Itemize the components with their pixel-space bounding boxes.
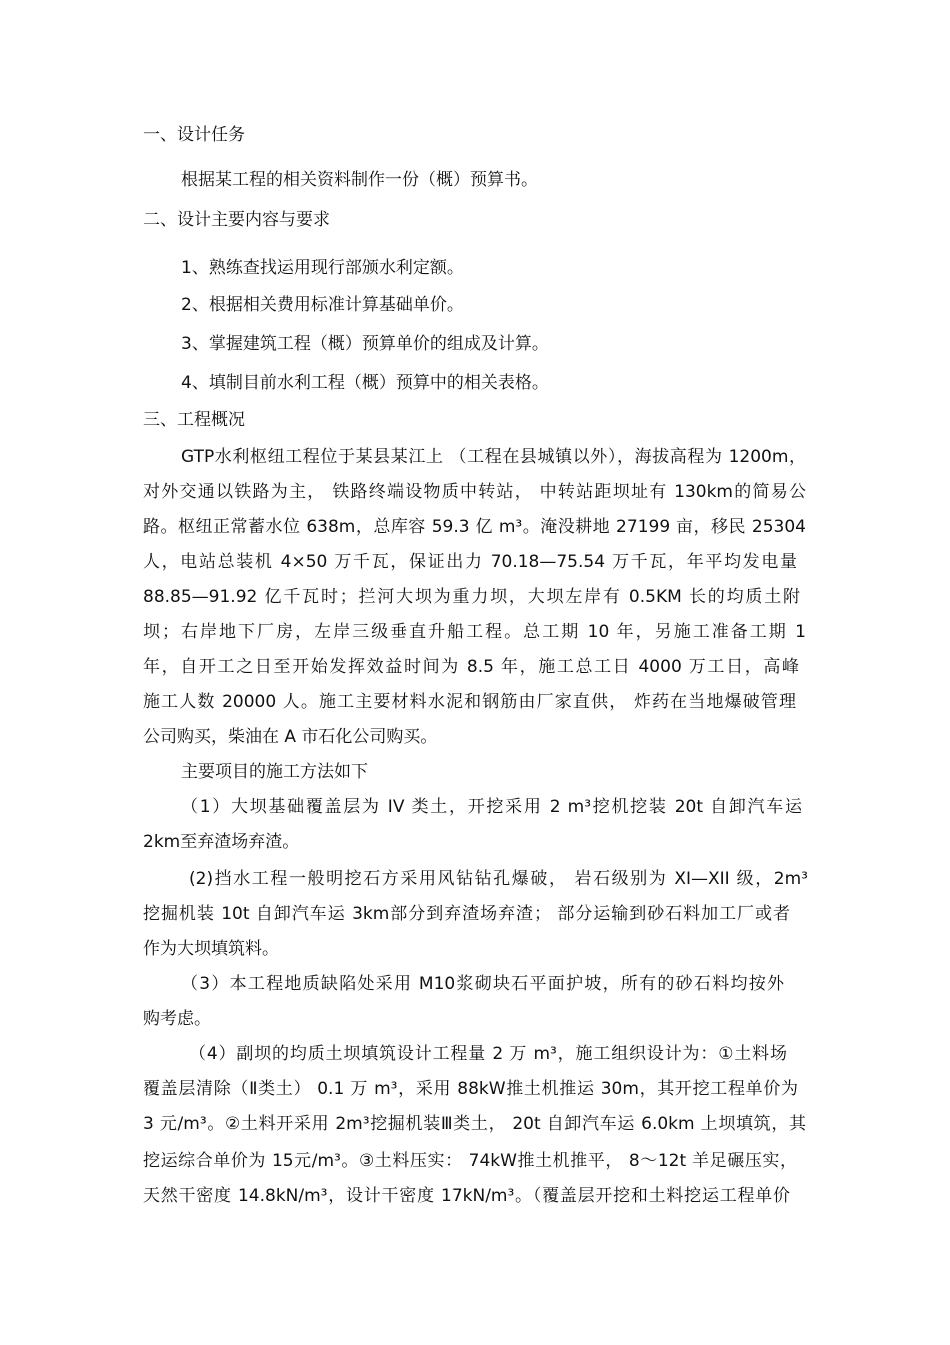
overview-line-3: 路。枢纽正常蓄水位 638m，总库容 59.3 亿 m³。淹没耕地 27199 亩，移民 25304 xyxy=(143,517,806,537)
method-4-line-1: （4）副坝的均质土坝填筑设计工程量 2 万 m³，施工组织设计为：①土料场 xyxy=(189,1044,787,1064)
method-3-line-2: 购考虑。 xyxy=(143,1009,211,1029)
section2-heading: 二、设计主要内容与要求 xyxy=(143,210,330,230)
requirement-item-4: 4、填制目前水利工程（概）预算中的相关表格。 xyxy=(181,373,549,393)
section1-body: 根据某工程的相关资料制作一份（概）预算书。 xyxy=(181,170,538,190)
method-4-line-2: 覆盖层清除（Ⅱ类土） 0.1 万 m³，采用 88kW推土机推运 30m，其开挖工程单价为 xyxy=(143,1079,798,1099)
method-1-line-1: （1）大坝基础覆盖层为 IV 类土，开挖采用 2 m³挖机挖装 20t 自卸汽车运 xyxy=(181,797,802,817)
method-4-line-3: 3 元/m³。②土料开采用 2m³挖掘机装Ⅲ类土， 20t 自卸汽车运 6.0km 上坝填筑，其 xyxy=(143,1114,806,1134)
requirement-item-3: 3、掌握建筑工程（概）预算单价的组成及计算。 xyxy=(181,334,549,354)
method-4-line-5: 天然干密度 14.8kN/m³，设计干密度 17kN/m³。（覆盖层开挖和土料挖运工程单价 xyxy=(143,1186,790,1206)
methods-intro: 主要项目的施工方法如下 xyxy=(181,762,368,782)
method-2-line-2: 挖掘机装 10t 自卸汽车运 3km部分到弃渣场弃渣； 部分运输到砂石料加工厂或者 xyxy=(143,904,790,924)
section3-heading: 三、工程概况 xyxy=(143,410,245,430)
overview-line-4: 人，电站总装机 4×50 万千瓦，保证出力 70.18—75.54 万千瓦，年平均发电量 xyxy=(143,552,797,572)
overview-line-5: 88.85—91.92 亿千瓦时；拦河大坝为重力坝，大坝左岸有 0.5KM 长的均质土附 xyxy=(143,587,800,607)
overview-line-1: GTP水利枢纽工程位于某县某江上 （工程在县城镇以外），海拔高程为 1200m， xyxy=(181,447,806,467)
method-3-line-1: （3）本工程地质缺陷处采用 M10浆砌块石平面护坡，所有的砂石料均按外 xyxy=(181,974,784,994)
overview-line-9: 公司购买，柴油在 A 市石化公司购买。 xyxy=(143,727,438,747)
method-1-line-2: 2km至弃渣场弃渣。 xyxy=(143,832,300,852)
requirement-item-2: 2、根据相关费用标准计算基础单价。 xyxy=(181,295,464,315)
overview-line-7: 年，自开工之日至开始发挥效益时间为 8.5 年，施工总工日 4000 万工日，高峰 xyxy=(143,657,799,677)
overview-line-2: 对外交通以铁路为主， 铁路终端设物质中转站， 中转站距坝址有 130km的简易公 xyxy=(143,482,807,502)
section1-heading: 一、设计任务 xyxy=(143,125,245,145)
method-2-line-3: 作为大坝填筑料。 xyxy=(143,939,279,959)
method-2-line-1: (2)挡水工程一般明挖石方采用风钻钻孔爆破， 岩石级别为 XI—XII 级，2m³ xyxy=(189,869,808,889)
method-4-line-4: 挖运综合单价为 15元/m³。③土料压实： 74kW推土机推平， 8～12t 羊足碾压实， xyxy=(143,1151,797,1171)
requirement-item-1: 1、熟练查找运用现行部颁水利定额。 xyxy=(181,258,464,278)
overview-line-6: 坝；右岸地下厂房，左岸三级垂直升船工程。总工期 10 年，另施工准备工期 1 xyxy=(143,622,806,642)
overview-line-8: 施工人数 20000 人。施工主要材料水泥和钢筋由厂家直供， 炸药在当地爆破管理 xyxy=(143,692,796,712)
